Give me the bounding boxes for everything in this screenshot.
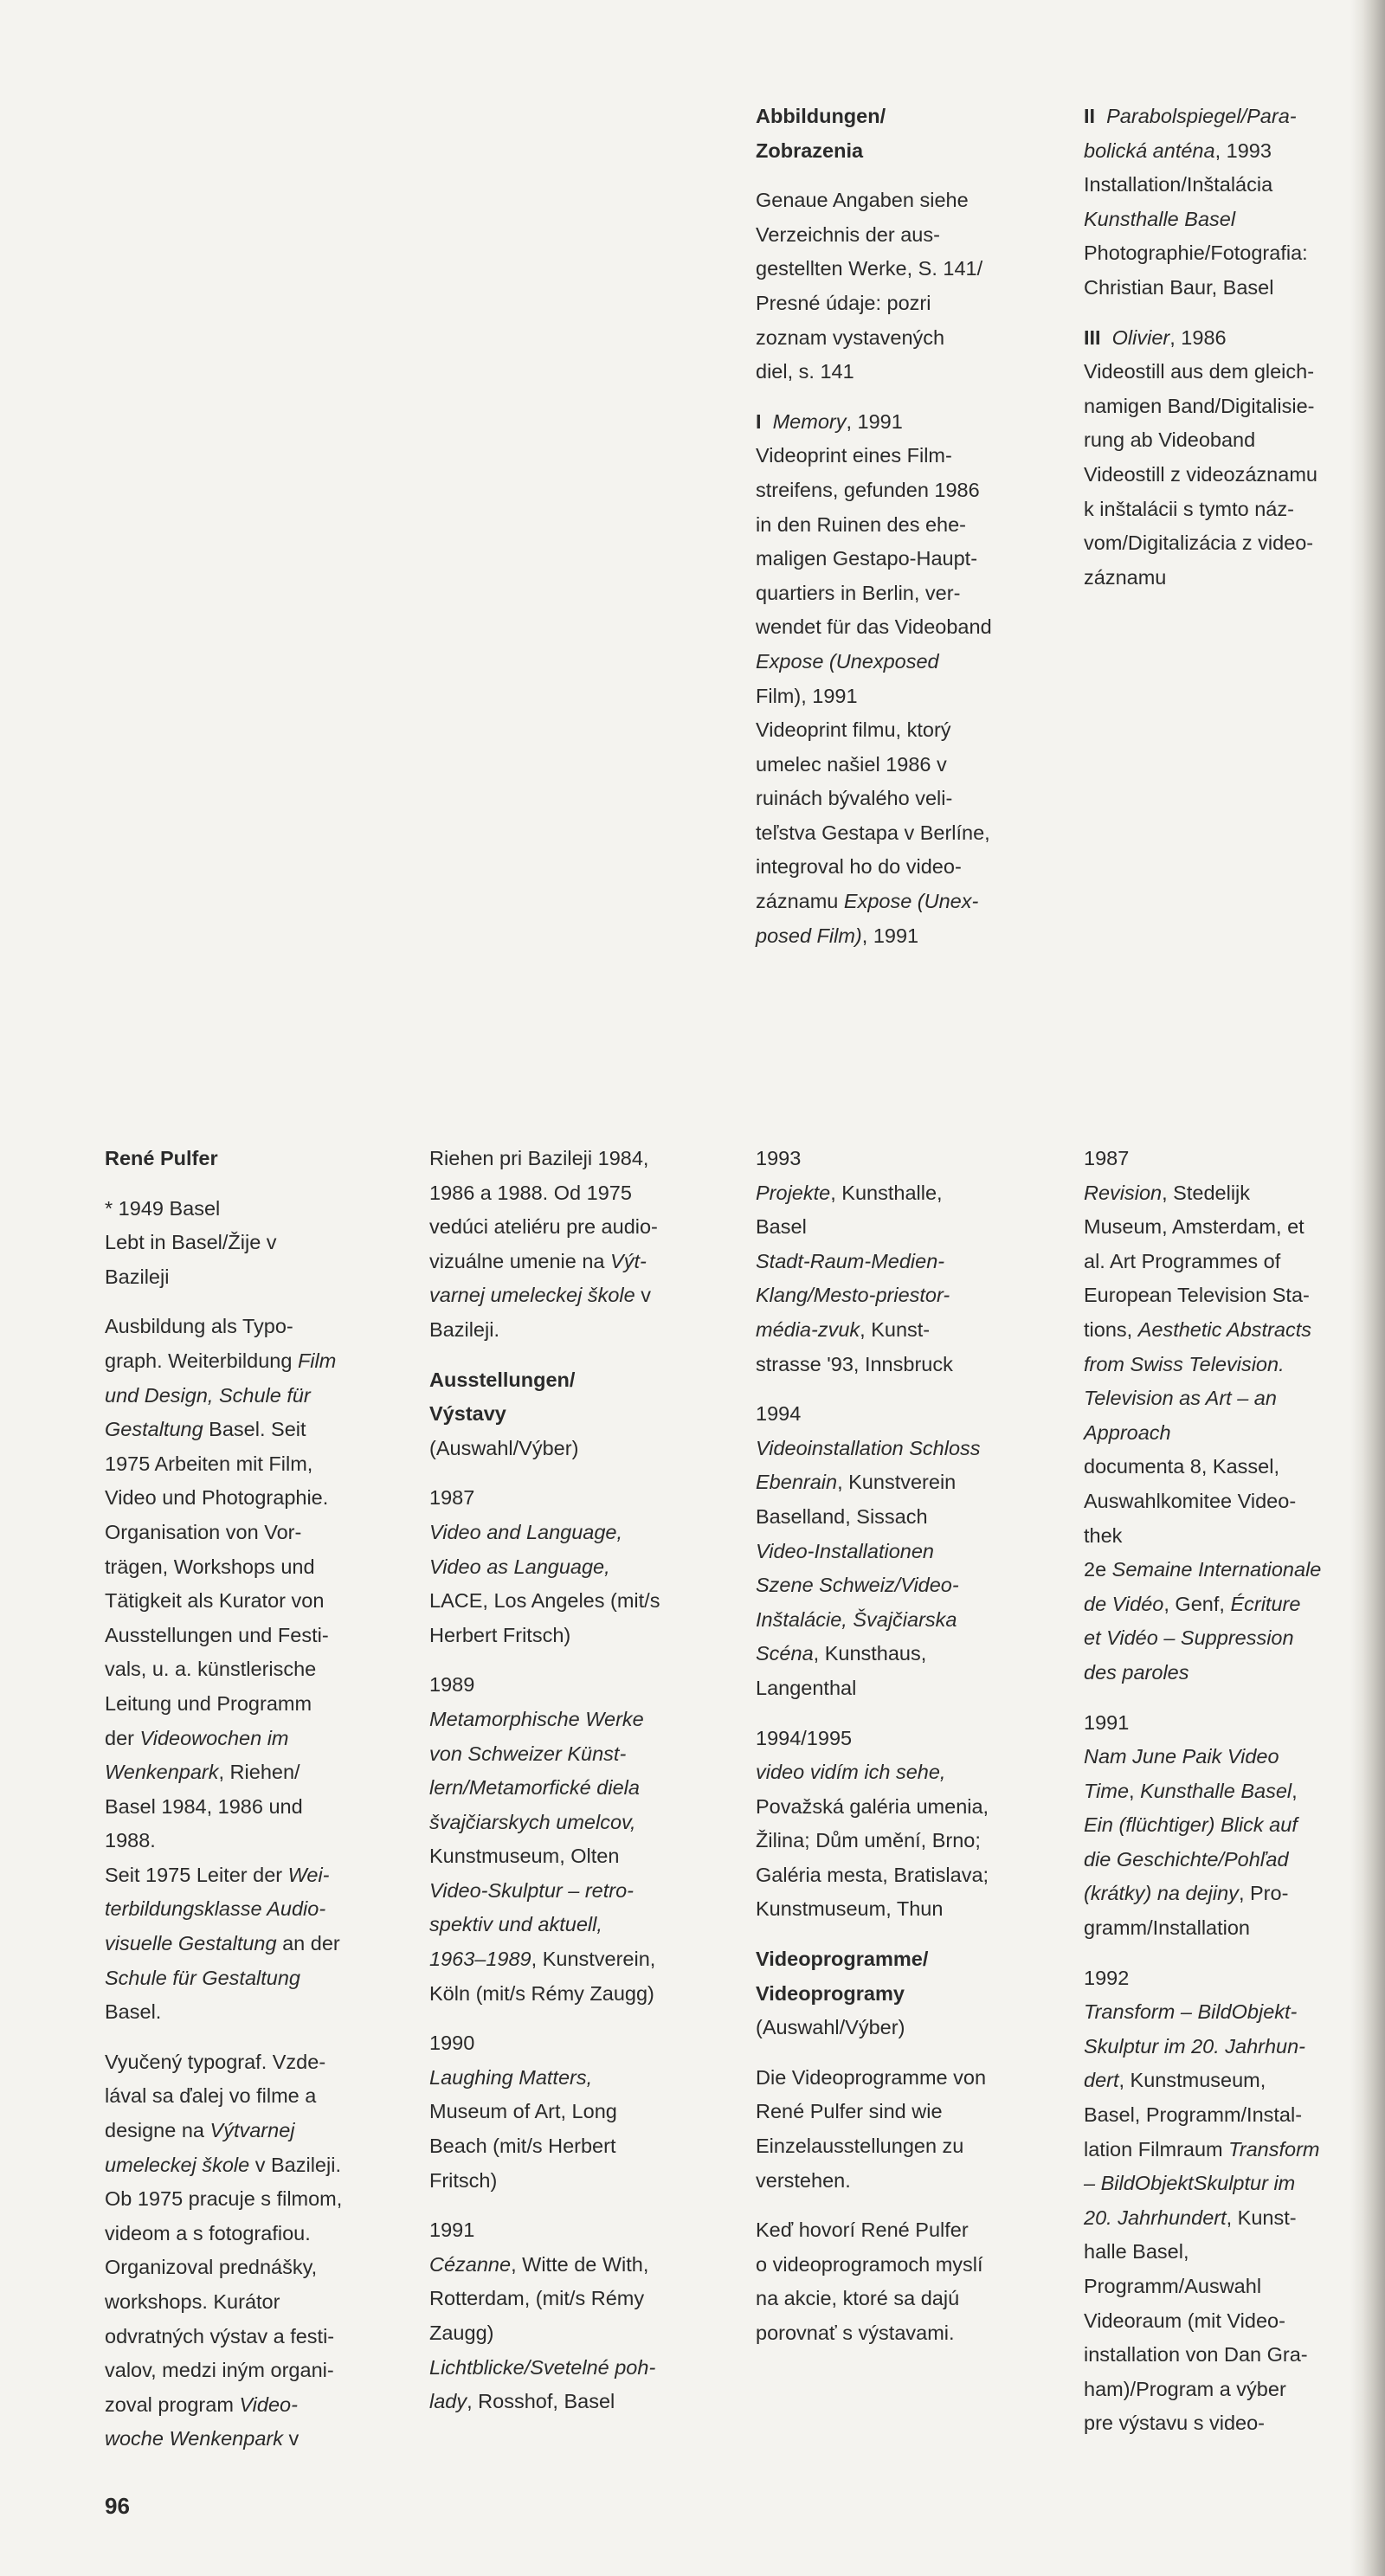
bio-slovak: Vyučený typograf. Vzde- lával sa ďalej vo filme a designe na Výtvarnej umeleckej škole v Bazileji. Ob 1975 pracuje s filmom, videom a s fotografiou. Organizoval prednášky, workshops. Kurátor odvratných výstav a festi- valov, medzi iným organi- zoval program Video- woche Wenkenpark v [105, 2050, 343, 2450]
caption-i-memory: I Memory, 1991 Videoprint eines Film- streifens, gefunden 1986 in den Ruinen des ehe- maligen Gestapo-Haupt- quartiers in Berlin, ver- wendet für das Videoband Expose (Unexposed Film), 1991 Videoprint filmu, ktorý umelec našiel 1986 v ruinách bývalého veli- teľstva Gestapa v Berlíne, integroval ho do video- záznamu Expose (Unex- posed Film), 1991 [756, 409, 992, 947]
biography-column-1 [105, 1142, 364, 2457]
birth-residence: * 1949 Basel Lebt in Basel/Žije v Bazileji [105, 1196, 277, 1288]
exhibition-1987: 1987 Video and Language, Video as Language, LACE, Los Angeles (mit/s Herbert Fritsch) [429, 1486, 660, 1646]
captions-heading: Abbildungen/ Zobrazenia [756, 105, 886, 162]
captions-column-2 [1084, 100, 1343, 595]
artist-name: René Pulfer [105, 1147, 218, 1169]
videoprogram-1992: 1992 Transform – BildObjekt- Skulptur im 20. Jahrhun- dert, Kunstmuseum, Basel, Programm/Instal- lation Filmraum Transform – BildObjektSkulptur im 20. Jahrhundert, Kunst- halle Basel, Programm/Auswahl Videoraum (mit Video- installation von Dan Gra- ham)/Program a výber pre výstavu s video- [1084, 1966, 1320, 2435]
biography-column-4 [1084, 1142, 1343, 2441]
bio-german: Ausbildung als Typo- graph. Weiterbildung Film und Design, Schule für Gestaltung Basel. Seit 1975 Arbeiten mit Film, Video und Photographie. Organisation von Vor- trägen, Workshops und Tätigkeit als Kurator von Ausstellungen und Festi- vals, u. a. künstlerische Leitung und Programm der Videowochen im Wenkenpark, Riehen/ Basel 1984, 1986 und 1988. Seit 1975 Leiter der Wei- terbildungsklasse Audio- visuelle Gestaltung an der Schule für Gestaltung Basel. [105, 1315, 340, 2024]
bio-slovak-continued: Riehen pri Bazileji 1984, 1986 a 1988. Od 1975 vedúci ateliéru pre audio- vizuálne umenie na Výt- varnej umeleckej škole v Bazileji. [429, 1147, 658, 1341]
captions-column-1 [756, 100, 1015, 953]
videoprograms-note-slovak: Keď hovorí René Pulfer o videoprogramoch myslí na akcie, ktoré sa dajú porovnať s výstavami. [756, 2219, 983, 2344]
exhibitions-selection-note: (Auswahl/Výber) [429, 1436, 579, 1459]
caption-iii-olivier: III Olivier, 1986 Videostill aus dem gleich- namigen Band/Digitalisie- rung ab Videoband Videostill z videozáznamu k inštalácii s tymto náz- vom/Digitalizácia z video- záznamu [1084, 325, 1317, 589]
videoprogram-1991: 1991 Nam June Paik Video Time, Kunsthalle Basel, Ein (flüchtiger) Blick auf die Geschichte/Pohľad (krátky) na dejiny, Pro- gramm/Installation [1084, 1710, 1298, 1940]
biography-column-3 [756, 1142, 1015, 2351]
exhibition-1994: 1994 Videoinstallation Schloss Ebenrain, Kunstverein Baselland, Sissach Video-Installationen Szene Schweiz/Video- Inštalácie, Švajčiarska Scéna, Kunsthaus, Langenthal [756, 1402, 981, 1699]
exhibition-1990: 1990 Laughing Matters, Museum of Art, Long Beach (mit/s Herbert Fritsch) [429, 2032, 617, 2192]
exhibitions-heading: Ausstellungen/ Výstavy [429, 1368, 576, 1426]
page-number: 96 [105, 2493, 130, 2519]
captions-note: Genaue Angaben siehe Verzeichnis der aus- gestellten Werke, S. 141/ Presné údaje: pozri zoznam vystavených diel, s. 141 [756, 189, 983, 383]
exhibition-1991: 1991 Cézanne, Witte de With, Rotterdam, (mit/s Rémy Zaugg) Lichtblicke/Svetelné poh- lady, Rosshof, Basel [429, 2219, 656, 2413]
videoprograms-selection-note: (Auswahl/Výber) [756, 2016, 905, 2039]
biography-column-2 [429, 1142, 689, 2419]
exhibition-1993: 1993 Projekte, Kunsthalle, Basel Stadt-Raum-Medien- Klang/Mesto-priestor- média-zvuk, Kunst- strasse '93, Innsbruck [756, 1147, 953, 1375]
exhibition-1994-1995: 1994/1995 video vidím ich sehe, Považská galéria umenia, Žilina; Dům umění, Brno; Galéria mesta, Bratislava; Kunstmuseum, Thun [756, 1726, 989, 1921]
exhibition-1989: 1989 Metamorphische Werke von Schweizer Künst- lern/Metamorfické diela švajčiarskych umelcov, Kunstmuseum, Olten Video-Skulptur – retro- spektiv und aktuell, 1963–1989, Kunstverein, Köln (mit/s Rémy Zaugg) [429, 1673, 656, 2005]
page-gutter-shadow [1350, 0, 1385, 2576]
caption-ii-parabolspiegel: II Parabolspiegel/Para- bolická anténa, 1993 Installation/Inštalácia Kunsthalle Basel Photographie/Fotografia: Christian Baur, Basel [1084, 105, 1308, 299]
videoprogram-1987: 1987 Revision, Stedelijk Museum, Amsterdam, et al. Art Programmes of European Television Sta- tions, Aesthetic Abstracts from Swiss Television. Television as Art – an Approach documenta 8, Kassel, Auswahlkomitee Video- thek 2e Semaine Internationale de Vidéo, Genf, Écriture et Vidéo – Suppression des paroles [1084, 1147, 1322, 1684]
videoprograms-heading: Videoprogramme/ Videoprogramy [756, 1948, 929, 2005]
videoprograms-note-german: Die Videoprogramme von René Pulfer sind wie Einzelausstellungen zu verstehen. [756, 2065, 987, 2192]
